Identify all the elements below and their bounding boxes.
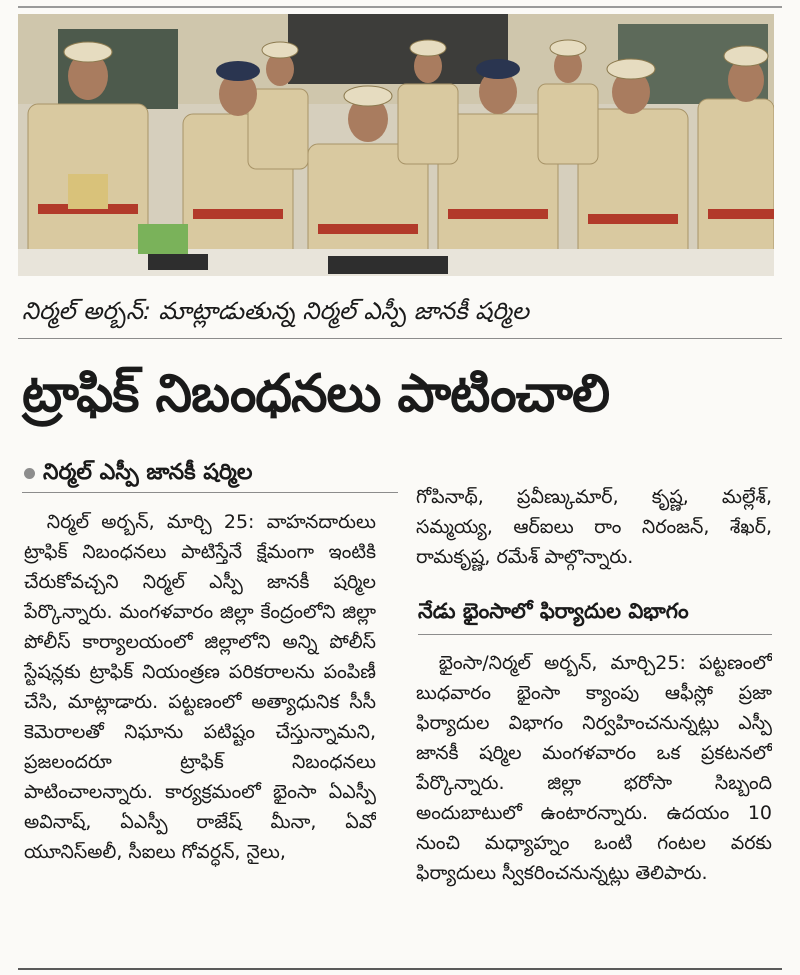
subhead-divider <box>418 634 772 635</box>
byline-text: నిర్మల్ ఎస్పీ జానకీ షర్మిల <box>43 460 253 485</box>
second-story-heading: నేడు భైంసాలో ఫిర్యాదుల విభాగం <box>418 599 689 623</box>
caption-divider <box>18 338 782 339</box>
top-rule <box>18 6 782 8</box>
byline <box>24 455 404 491</box>
story-main-column: నిర్మల్ అర్బన్, మార్చి 25: వాహనదారులు ట్రాఫిక్ నిబంధనలు పాటిస్తేనే క్షేమంగా ఇంటికి చేరుకోవచ్చని నిర్మల్ ఎస్పీ జానకీ షర్మిల పేర్కొన్నారు. మంగళవారం జిల్లా కేంద్రంలోని జిల్లా పోలీస్ కార్యాలయంలో జిల్లాలోని అన్ని పోలీస్ స్టేషన్లకు ట్రాఫిక్ నియంత్రణ పరికరాలను పంపిణీ చేసి, మాట్లాడారు. పట్టణంలో అత్యాధునిక సీసీ కెమెరాలతో నిఘాను పటిష్టం చేస్తున్నామని, ప్రజలందరూ ట్రాఫిక్ నిబంధనలు పాటించాలన్నారు. కార్యక్రమంలో భైంసా ఏఎస్పీ అవినాష్, ఏఎస్పీ రాజేష్ మీనా, ఏవో యూనిస్అలీ, సీఐలు గోవర్ధన్, నైలు, <box>24 511 376 863</box>
headline: ట్రాఫిక్ నిబంధనలు పాటించాలి <box>22 364 610 424</box>
news-photo <box>18 14 774 276</box>
byline-divider <box>22 492 398 493</box>
story-continued-column: గోపినాథ్, ప్రవీణ్కుమార్, కృష్ణ, మల్లేశ్, సమ్మయ్య, ఆర్ఐలు రాం నిరంజన్, శేఖర్, రామకృష్ణ, రమేశ్ పాల్గొన్నారు. <box>416 486 772 568</box>
second-story-body: భైంసా/నిర్మల్ అర్బన్, మార్చి25: పట్టణంలో బుధవారం భైంసా క్యాంపు ఆఫీస్లో ప్రజా ఫిర్యాదుల విభాగం నిర్వహించనున్నట్లు ఎస్పీ జానకీ షర్మిల మంగళవారం ఒక ప్రకటనలో పేర్కొన్నారు. జిల్లా భరోసా సిబ్బంది అందుబాటులో ఉంటారన్నారు. ఉదయం 10 నుంచి మధ్యాహ్నం ఒంటి గంటల వరకు ఫిర్యాదులు స్వీకరించనున్నట్లు తెలిపారు. <box>416 652 772 884</box>
bottom-rule <box>18 968 782 970</box>
photo-caption: నిర్మల్ అర్బన్: మాట్లాడుతున్న నిర్మల్ ఎస్పీ జానకీ షర్మిల <box>22 297 529 325</box>
bullet-icon <box>24 468 35 479</box>
police-officers-photo <box>18 14 774 276</box>
